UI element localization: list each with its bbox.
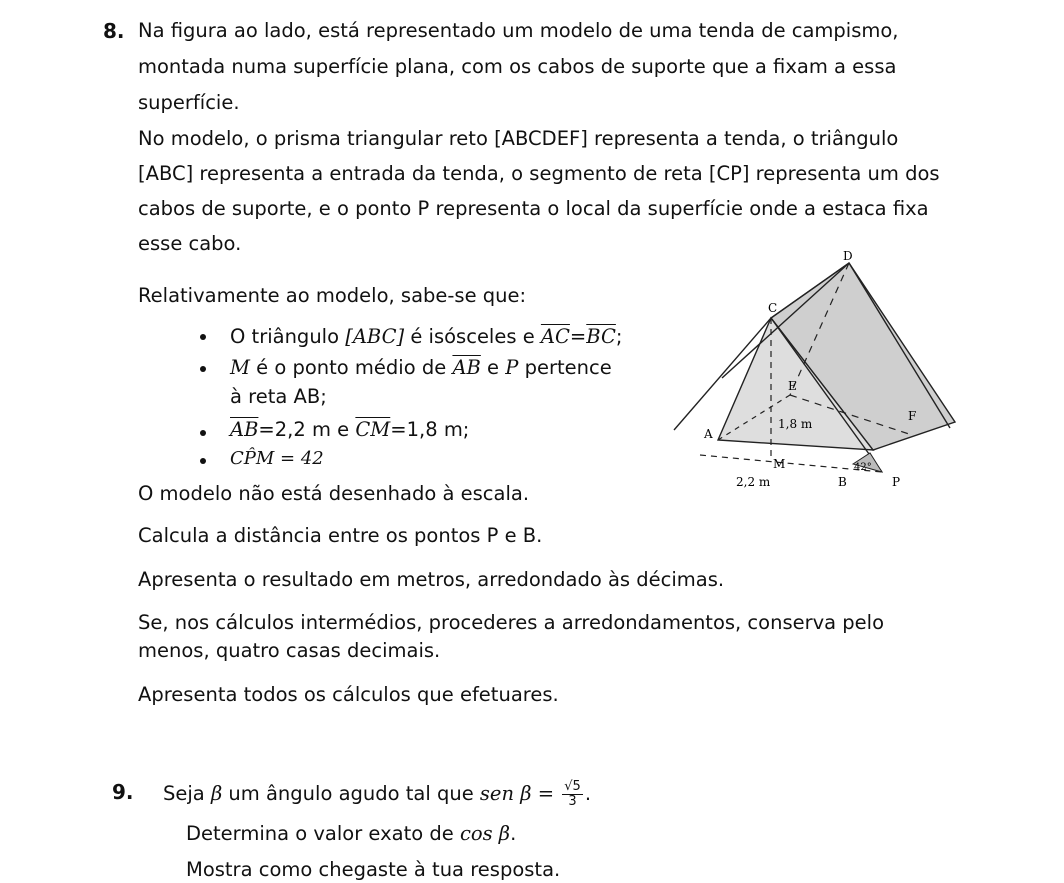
- fraction-sqrt5-over-3: [562, 780, 583, 809]
- q8-para1-line3: superfície.: [138, 91, 240, 114]
- fact-2-text-c: pertence: [518, 356, 612, 379]
- label-f: F: [908, 409, 917, 423]
- fact-lengths: [230, 418, 469, 442]
- segment-ab: $\overline{AB}$: [452, 356, 481, 379]
- bullet-2: [200, 366, 206, 372]
- q8-para2-line2: [ABC] representa a entrada da tenda, o segmento de reta [CP] representa um dos: [138, 162, 940, 185]
- sine-expression: sen β =: [479, 782, 561, 805]
- length-ab-label: $\overline{AB}$: [230, 418, 259, 441]
- label-b: B: [838, 475, 847, 489]
- fraction-numerator: √5: [564, 779, 581, 794]
- label-cm-length: 1,8 m: [778, 417, 813, 431]
- length-ab-value: =2,2 m e: [258, 418, 356, 441]
- q9-statement: [163, 780, 591, 809]
- q8-para1-line1: Na figura ao lado, está representado um modelo de uma tenda de campismo,: [138, 19, 899, 42]
- label-c: C: [768, 301, 778, 315]
- fact-1-text-b: é isósceles e: [404, 325, 541, 348]
- fact-isosceles: [230, 325, 622, 349]
- q9-determine-text: Determina o valor exato de: [186, 822, 460, 845]
- tent-figure: [660, 250, 990, 500]
- fact-1-end: ;: [615, 325, 623, 348]
- q9-end: .: [584, 782, 592, 805]
- q9-determine-end: .: [510, 822, 517, 845]
- segment-ac: $\overline{AC}$: [540, 325, 570, 348]
- fact-angle: CP̂M = 42: [230, 448, 324, 469]
- label-d: D: [843, 250, 853, 263]
- fact-midpoint: [230, 356, 612, 380]
- q9-text-b: um ângulo agudo tal que: [222, 782, 480, 805]
- point-m: M: [230, 356, 250, 379]
- segment-bc: $\overline{BC}$: [586, 325, 616, 348]
- task-intermediate-line1: Se, nos cálculos intermédios, procederes a arredondamentos, conserva pelo: [138, 611, 885, 634]
- fact-2-text-a: é o ponto médio de: [249, 356, 453, 379]
- length-cm-value: =1,8 m;: [390, 418, 470, 441]
- scale-note: O modelo não está desenhado à escala.: [138, 482, 530, 505]
- question-8-number: 8.: [103, 19, 125, 43]
- q8-para2-line1: No modelo, o prisma triangular reto [ABCDEF] representa a tenda, o triângulo: [138, 127, 899, 150]
- fraction-denominator: 3: [568, 794, 577, 809]
- label-ab-length: 2,2 m: [736, 475, 771, 489]
- cosine-expression: cos β: [459, 822, 511, 845]
- fact-2-text-b: e: [480, 356, 506, 379]
- fact-midpoint-line2: à reta AB;: [230, 385, 327, 408]
- fact-1-eq: =: [569, 325, 587, 348]
- beta-symbol: β: [210, 782, 223, 805]
- label-m: M: [773, 457, 786, 471]
- task-rounding: Apresenta o resultado em metros, arredondado às décimas.: [138, 568, 725, 591]
- task-show-calculations: Apresenta todos os cálculos que efetuares.: [138, 683, 559, 706]
- label-a: A: [704, 427, 713, 441]
- q9-text-a: Seja: [163, 782, 211, 805]
- fact-1-text-a: O triângulo: [230, 325, 346, 348]
- q8-para2-line4: esse cabo.: [138, 232, 242, 255]
- q9-show-work: Mostra como chegaste à tua resposta.: [186, 858, 561, 881]
- question-9-number: 9.: [112, 780, 134, 804]
- label-p: P: [892, 475, 901, 489]
- task-intermediate-line2: menos, quatro casas decimais.: [138, 639, 441, 662]
- known-facts-intro: Relativamente ao modelo, sabe-se que:: [138, 284, 527, 307]
- triangle-abc-label: [ABC]: [345, 325, 405, 348]
- q8-para1-line2: montada numa superfície plana, com os cabos de suporte que a fixam a essa: [138, 55, 897, 78]
- point-p: P: [505, 356, 519, 379]
- task-calculate-distance: Calcula a distância entre os pontos P e B.: [138, 524, 543, 547]
- q8-para2-line3: cabos de suporte, e o ponto P representa o local da superfície onde a estaca fixa: [138, 197, 929, 220]
- label-e: E: [788, 379, 797, 393]
- bullet-4: [200, 458, 206, 464]
- q9-determine: [186, 822, 516, 846]
- bullet-1: [200, 334, 206, 340]
- bullet-3: [200, 430, 206, 436]
- label-angle: 42°: [854, 462, 872, 473]
- length-cm-label: $\overline{CM}$: [355, 418, 391, 441]
